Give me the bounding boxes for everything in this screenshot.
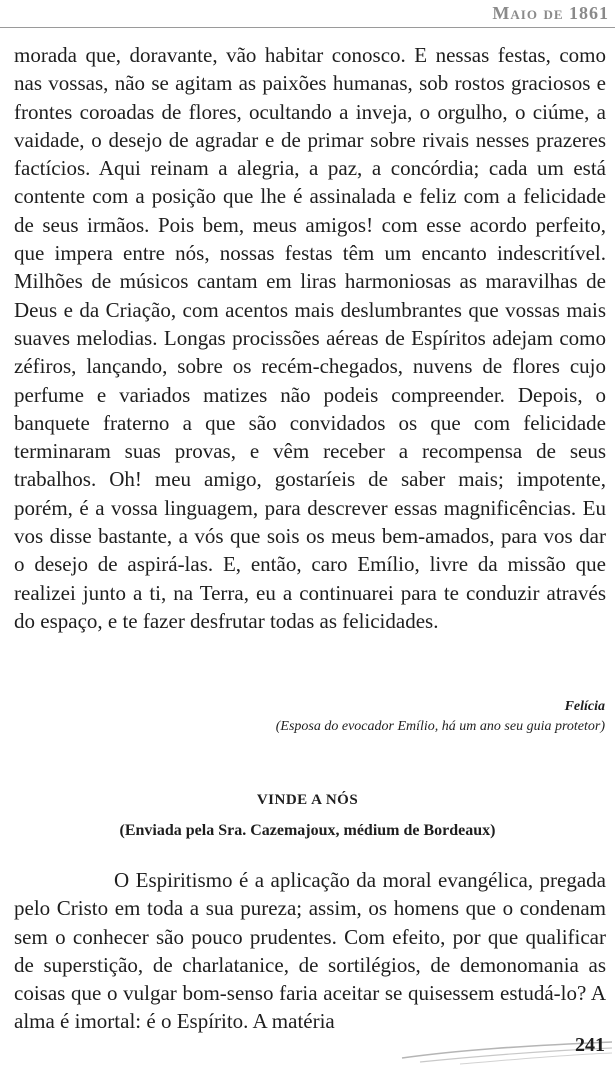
section-title: VINDE A NÓS <box>256 792 359 808</box>
signature-note: (Esposa do evocador Emílio, há um ano seu guia protetor) <box>275 719 605 734</box>
running-header: Maio de 1861 <box>492 3 609 23</box>
paragraph-section-start: O Espiritismo é a aplicação da moral evangélica, pregada pelo Cristo em toda a sua pureza; assim, os homens que o condenam sem o conhecer são pouco prudentes. Com efeito, por que qualificar de superstição, de charlatanice, de sortilégios, de demonomania as coisas que o vulgar bom-senso faria aceitar se quisessem estudá-lo? A alma é imortal: é o Espírito. A matéria <box>14 868 606 1034</box>
header-rule <box>0 27 615 28</box>
section-subtitle: (Enviada pela Sra. Cazemajoux, médium de Bordeaux) <box>119 822 496 839</box>
signature-name: Felícia <box>564 699 605 714</box>
page-number: 241 <box>575 1034 605 1056</box>
paragraph-continuation: morada que, doravante, vão habitar conosco. E nessas festas, como nas vossas, não se agitam as paixões humanas, sob rostos graciosos e frontes coroadas de flores, ocultando a inveja, o orgulho, o ciúme, a vaidade, o desejo de agradar e de primar sobre rivais nesses prazeres factícios. Aqui reinam a alegria, a paz, a concórdia; cada um está contente com a posição que lhe é assinalada e feliz com a felicidade de seus irmãos. Pois bem, meus amigos! com esse acordo perfeito, que impera entre nós, nossas festas têm um encanto indescritível. Milhões de músicos cantam em liras harmoniosas as maravilhas de Deus e da Criação, com acentos mais deslumbrantes que vossas mais suaves melodias. Longas procissões aéreas de Espíritos adejam como zéfiros, lançando, sobre os recém-chegados, nuvens de flores cujo perfume e variados matizes não podeis compreender. Depois, o banquete fraterno a que são convidados os que com felicidade terminaram suas provas, e vêm receber a recompensa de seus trabalhos. Oh! meu amigo, gostaríeis de saber mais; impotente, porém, é a vossa linguagem, para descrever essas magnificências. Eu vos disse bastante, a vós que sois os meus bem-amados, para vos dar o desejo de aspirá-las. E, então, caro Emílio, livre da missão que realizei junto a ti, na Terra, eu a continuarei para te conduzir através do espaço, e te fazer desfrutar todas as felicidades. <box>14 43 606 633</box>
